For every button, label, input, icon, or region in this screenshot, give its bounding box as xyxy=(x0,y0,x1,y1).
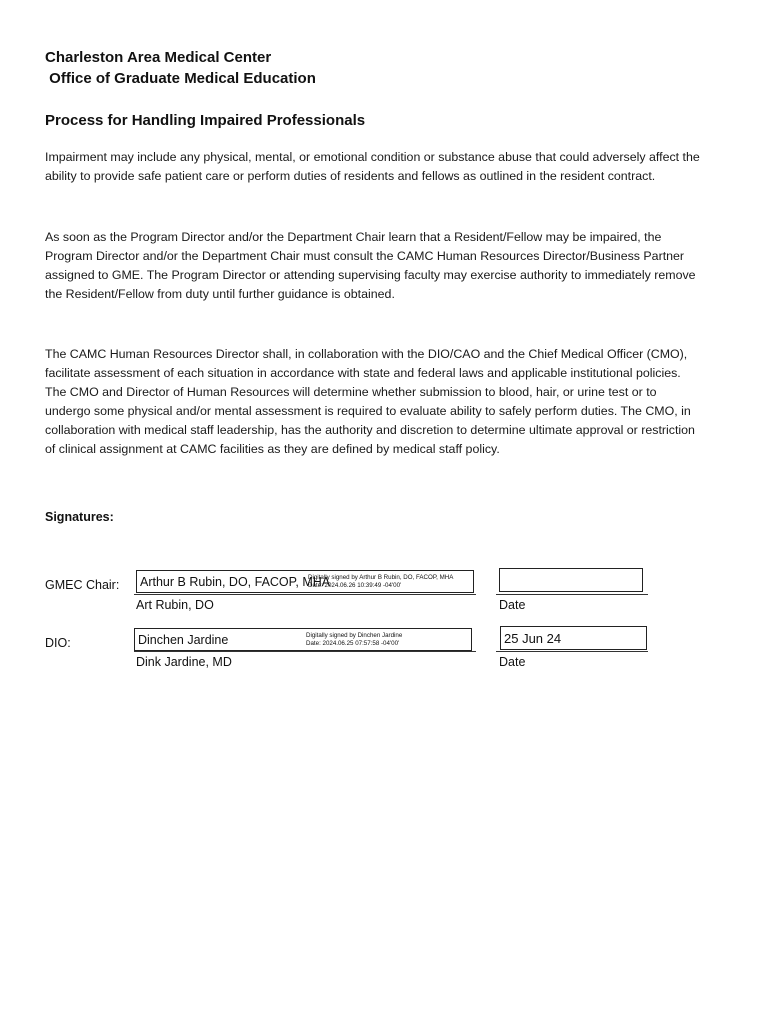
office-name: Office of Graduate Medical Education xyxy=(45,70,316,87)
dio-signed-name: Dinchen Jardine xyxy=(138,632,229,647)
gmec-chair-printed-name: Art Rubin, DO xyxy=(136,598,214,612)
dio-date-line xyxy=(496,651,648,652)
gmec-chair-digital-line-1: Digitally signed by Arthur B Rubin, DO, FACOP, MHA xyxy=(308,573,454,581)
dio-digital-signature-info xyxy=(306,632,402,648)
dio-digital-line-2: Date: 2024.06.25 07:57:58 -04'00' xyxy=(306,639,400,647)
paragraph-consultation: As soon as the Program Director and/or the Department Chair learn that a Resident/Fellow may be impaired, the Program Director and/or the Department Chair must consult the CAMC Human Resources Director/Business Partner assigned to GME. The Program Director or attending supervising faculty may exercise authority to immediately remove the Resident/Fellow from duty until further guidance is obtained. xyxy=(45,230,696,301)
gmec-chair-date-line xyxy=(496,594,648,595)
gmec-chair-date-label: Date xyxy=(499,598,526,612)
dio-date-field[interactable]: 25 Jun 24 xyxy=(500,626,647,650)
page-title: Process for Handling Impaired Professionals xyxy=(45,112,366,129)
gmec-chair-signature-field[interactable] xyxy=(136,570,474,593)
gmec-chair-label: GMEC Chair: xyxy=(45,578,120,592)
dio-date-label: Date xyxy=(499,655,526,669)
dio-printed-name: Dink Jardine, MD xyxy=(136,655,232,669)
gmec-chair-signed-name: Arthur B Rubin, DO, FACOP, MHA xyxy=(140,574,331,589)
dio-label: DIO: xyxy=(45,636,71,650)
gmec-chair-date-field[interactable] xyxy=(499,568,643,592)
paragraph-impairment-definition: Impairment may include any physical, mental, or emotional condition or substance abuse that could adversely affect the ability to provide safe patient care or perform duties of residents and fellows as outlined in the resident contract. xyxy=(45,150,700,183)
gmec-chair-digital-signature-info xyxy=(308,574,453,590)
dio-digital-line-1: Digitally signed by Dinchen Jardine xyxy=(306,631,403,639)
organization-name: Charleston Area Medical Center xyxy=(45,49,272,66)
signatures-heading: Signatures: xyxy=(45,510,114,524)
paragraph-assessment: The CAMC Human Resources Director shall, in collaboration with the DIO/CAO and the Chief Medical Officer (CMO), facilitate assessment of each situation in accordance with state and federal laws and applicable institutional policies. The CMO and Director of Human Resources will determine whether submission to blood, hair, or urine test or to undergo some physical and/or mental assessment is required to evaluate ability to safely perform duties. The CMO, in collaboration with medical staff leadership, has the authority and discretion to determine ultimate approval or restriction of clinical assignment at CAMC facilities as they are defined by medical staff policy. xyxy=(45,347,695,456)
gmec-chair-signature-line xyxy=(134,594,476,595)
dio-signature-field[interactable] xyxy=(134,628,472,651)
gmec-chair-digital-line-2: Date: 2024.06.26 10:39:49 -04'00' xyxy=(308,581,402,589)
dio-signature-line xyxy=(134,651,476,652)
